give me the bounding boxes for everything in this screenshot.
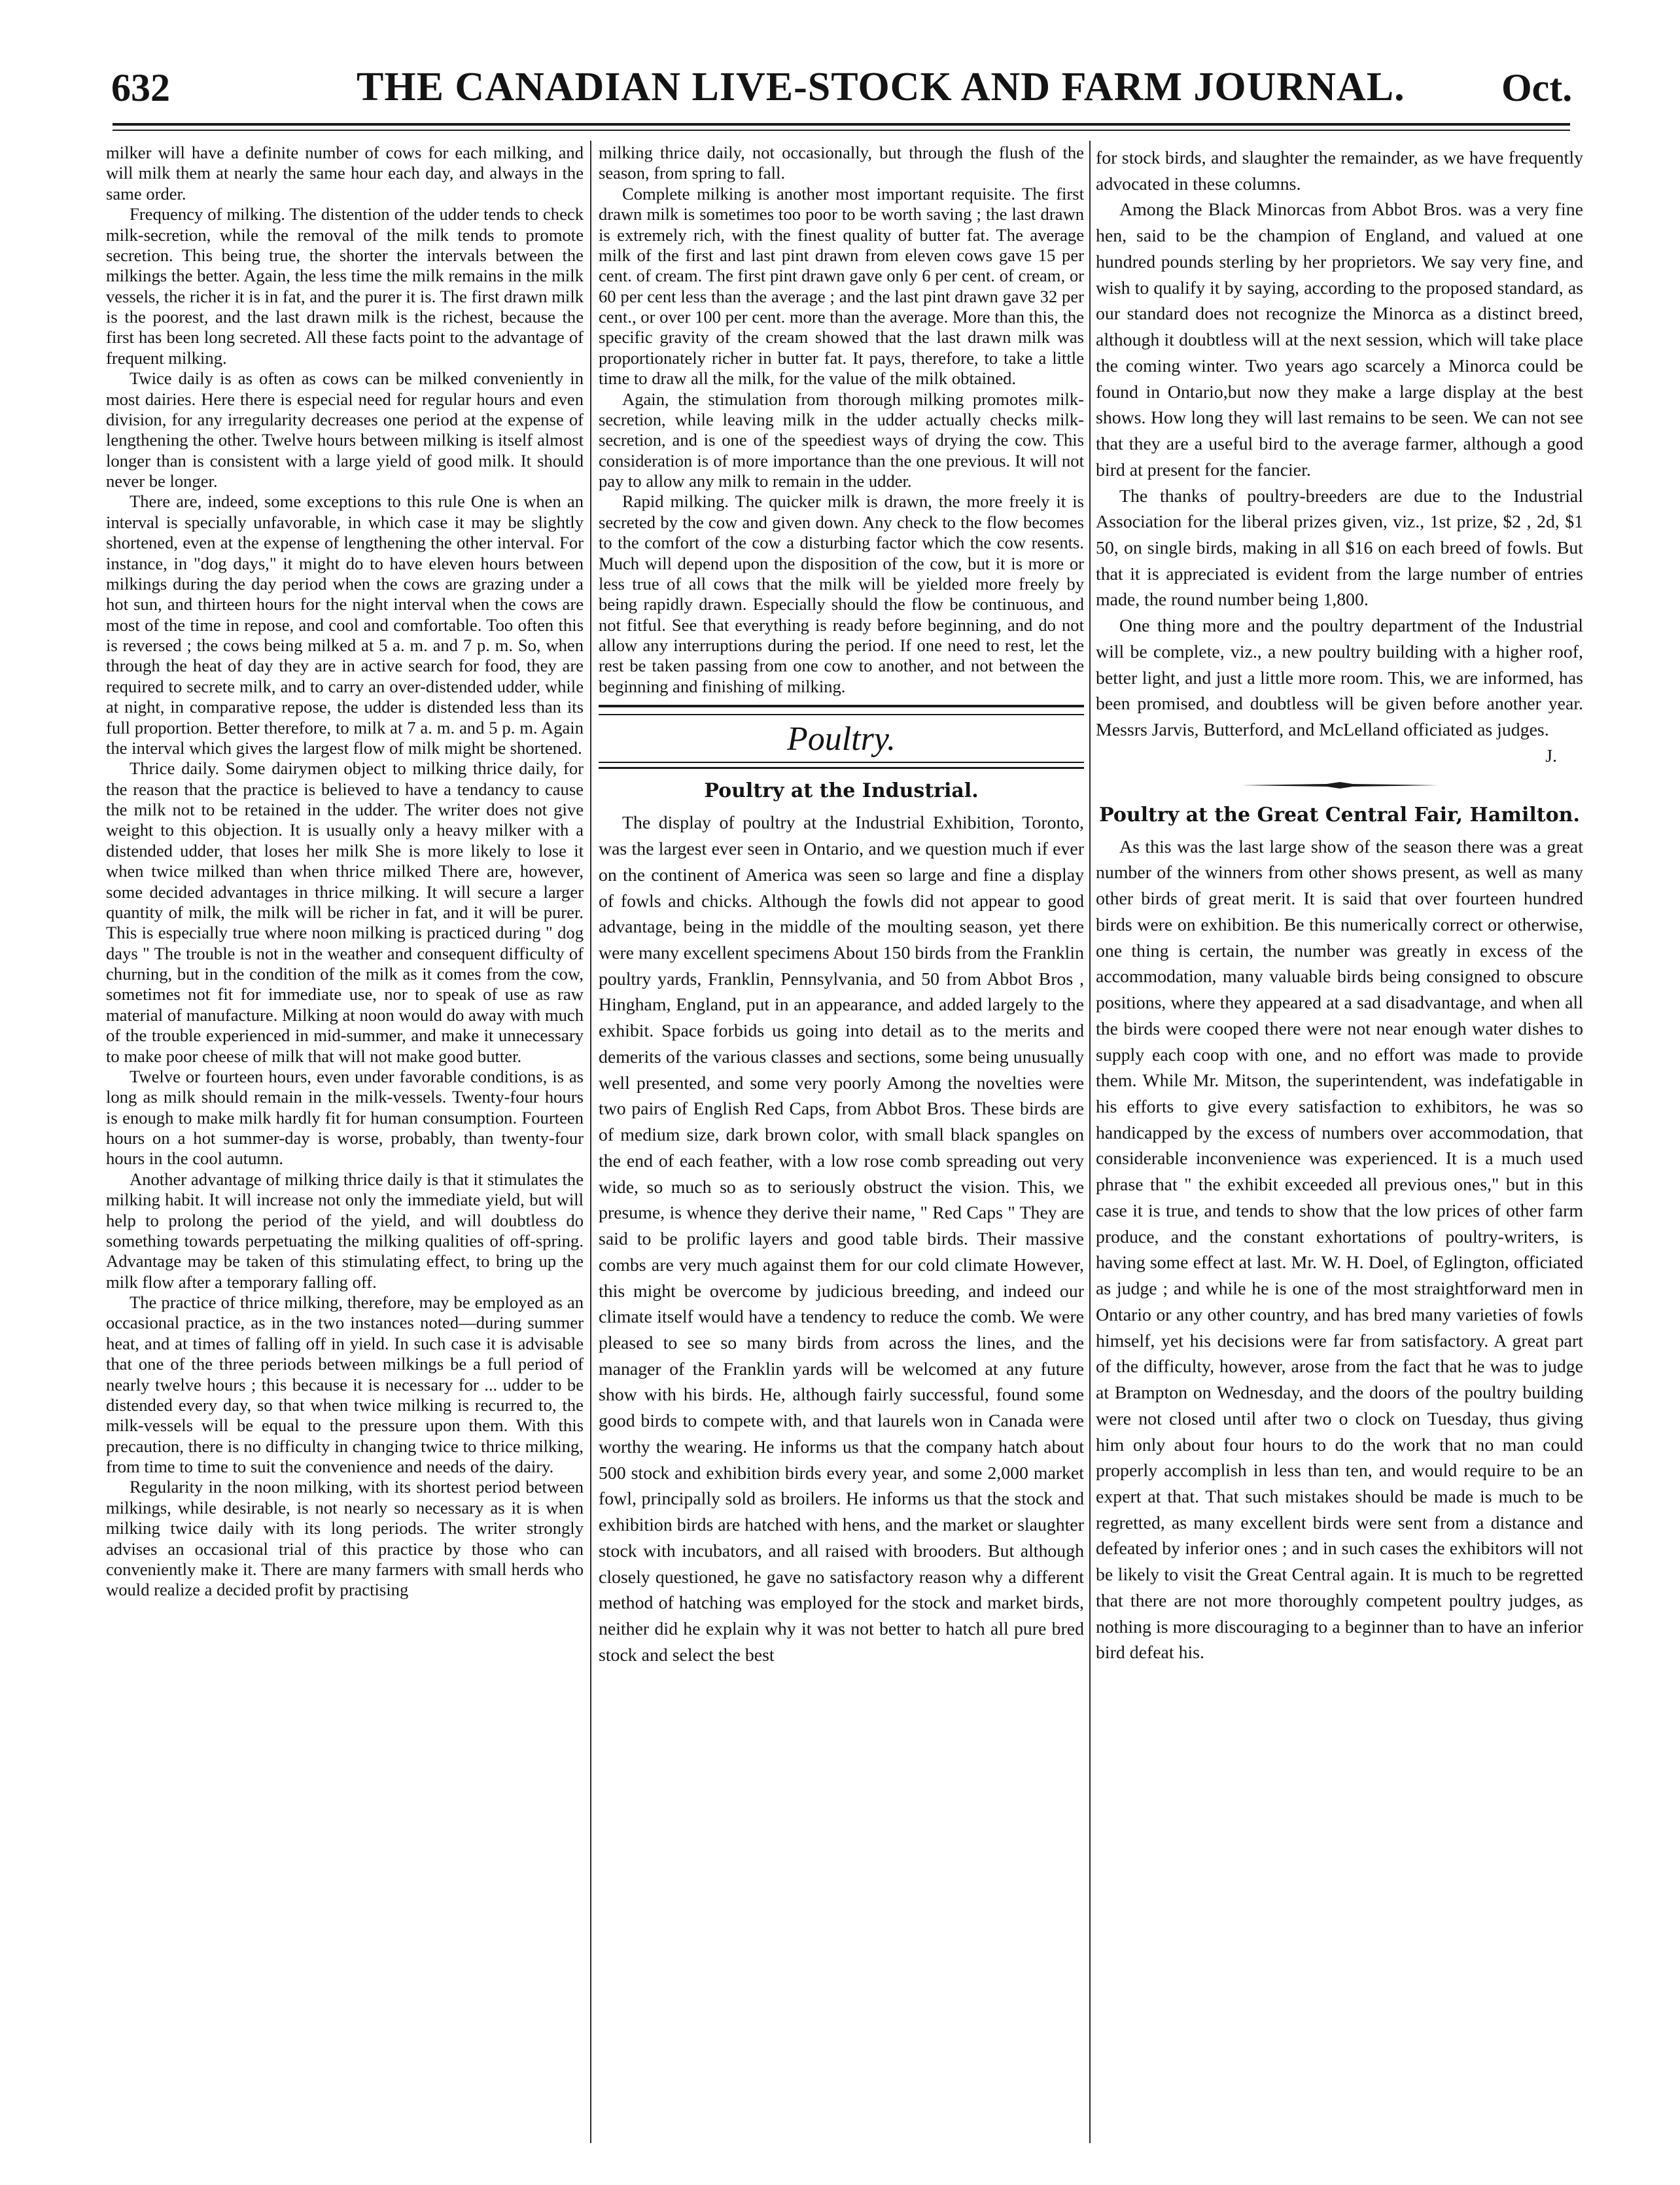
column-divider — [1089, 141, 1091, 2143]
paragraph: Among the Black Minorcas from Abbot Bros. was a very fine hen, said to be the champion of England, and valued at one hundred pounds sterling by her proprietors. We say very fine, and wish to qualify it by saying, according to the proposed standard, as our standard does not recognize the Minorca as a distinct breed, although it doubtless will at the next session, which will take place the coming winter. Two years ago scarcely a Minorca could be found in Ontario,but now they make a large display at the best shows. How long they will last remains to be seen. We can not see that they are a useful bird to the average farmer, although a good bird at present for the fancier. — [1096, 200, 1583, 480]
paragraph: There are, indeed, some exceptions to this rule One is when an interval is specially unfavorable, in which case it may be slightly shortened, even at the expense of lengthening the other interval. For instance, in "dog days," it might do to have eleven hours between milkings during the day period when the cows are grazing under a hot sun, and thirteen hours for the night interval when the cows are most of the time in repose, and cool and comfortable. Too often this is reversed ; the cows being milked at 5 a. m. and 7 p. m. So, when through the heat of day they are in active search for food, they are required to secrete milk, and to carry an over-distended udder, while at night, in comparative repose, the udder is distended less than its full proportion. Better therefore, to milk at 7 a. m. and 5 p. m. Again the interval which gives the largest flow of milk might be shortened. — [106, 491, 584, 758]
paragraph: Twelve or fourteen hours, even under favorable conditions, is as long as milk should remain in the milk-vessels. Twenty-four hours is enough to make milk hardly fit for human consumption. Fourteen hours on a hot summer-day is worse, probably, than twenty-four hours in the cool autumn. — [106, 1066, 584, 1169]
paragraph: Complete milking is another most important requisite. The first drawn milk is sometimes too poor to be worth saving ; the last drawn is extremely rich, with the finest quality of butter fat. The average milk of the first and last pint drawn from eleven cows gave 15 per cent. of cream. The first pint drawn gave only 6 per cent. of cream, or 60 per cent less than the average ; and the last pint drawn gave 32 per cent., or over 100 per cent. more than the average. More than this, the specific gravity of the cream showed that the last drawn milk was proportionately richer in butter fat. It pays, therefore, to take a little time to draw all the milk, for the value of the milk obtained. — [599, 183, 1084, 389]
section-rule — [599, 762, 1084, 769]
paragraph: for stock birds, and slaughter the remainder, as we have frequently advocated in these columns. — [1096, 148, 1583, 194]
divider-ornament — [1096, 780, 1583, 791]
journal-title: THE CANADIAN LIVE-STOCK AND FARM JOURNAL. — [357, 65, 1405, 109]
header-rule-thick — [113, 123, 1570, 126]
paragraph: Another advantage of milking thrice daily is that it stimulates the milking habit. It will increase not only the immediate yield, but will help to prolong the period of the yield, and will doubtless do something towards perpetuating the milking qualities of off-spring. Advantage may be taken of this stimulating effect, to bring up the milk flow after a temporary falling off. — [106, 1169, 584, 1292]
paragraph: Frequency of milking. The distention of the udder tends to check milk-secretion, while the removal of the milk tends to promote secretion. This being true, the shorter the intervals between the milkings the better. Again, the less time the milk remains in the milk vessels, the richer it is in fat, and the purer it is. The first drawn milk is the poorest, and the last drawn milk is the richest, because the first has been long secreted. All these facts point to the advantage of frequent milking. — [106, 204, 584, 368]
column-divider — [590, 141, 591, 2143]
column-1 — [106, 143, 584, 1601]
ornament-rule-icon — [1242, 780, 1438, 791]
paragraph: milker will have a definite number of cows for each milking, and will milk them at nearly the same hour each day, and always in the same order. — [106, 143, 584, 204]
issue-month: Oct. — [1501, 66, 1573, 109]
paragraph: Again, the stimulation from thorough milking promotes milk-secretion, while leaving milk in the udder actually checks milk-secretion, and is one of the speediest ways of drying the cow. This consideration is of more importance than the one previous. It will not pay to allow any milk to remain in the udder. — [599, 389, 1084, 491]
paragraph: The display of poultry at the Industrial Exhibition, Toronto, was the largest ever seen in Ontario, and we question much if ever on the continent of America was seen so large and fine a display of fowls and chicks. Although the fowls did not appear to good advantage, being in the middle of the moulting season, yet there were many excellent specimens About 150 birds from the Franklin poultry yards, Franklin, Pennsylvania, and 50 from Abbot Bros , Hingham, England, put in an appearance, and added largely to the exhibit. Space forbids us going into detail as to the merits and demerits of the various classes and sections, some being unusually well presented, and some very poorly Among the novelties were two pairs of English Red Caps, from Abbot Bros. These birds are of medium size, dark brown color, with small black spangles on the end of each feather, with a low rose comb spreading out very wide, so much so as to seriously obstruct the vision. This, we presume, is whence they derive their name, " Red Caps " They are said to be prolific layers and good table birds. Their massive combs are very much against them for our cold climate However, this might be overcome by judicious breeding, and indeed our climate itself would have a tendency to reduce the comb. We were pleased to see so many birds from across the lines, and the manager of the Franklin yards will be welcomed at any future show with his birds. He, although fairly successful, found some good birds to compete with, and that laurels won in Canada were worthy the wearing. He informs us that the company hatch about 500 stock and exhibition birds every year, and some 2,000 market fowl, principally sold as broilers. He informs us that the stock and exhibition birds are hatched with hens, and the market or slaughter stock with incubators, and all raised with brooders. But although closely questioned, he gave no satisfactory reason why a different method of hatching was employed for the stock and market birds, neither did he explain why it was not better to hatch all pure bred stock and select the best — [599, 813, 1084, 1665]
paragraph: milking thrice daily, not occasionally, but through the flush of the season, from spring to fall. — [599, 143, 1084, 183]
column-3 — [1096, 145, 1583, 1666]
article-heading: Poultry at the Industrial. — [704, 779, 979, 803]
paragraph: Regularity in the noon milking, with its shortest period between milkings, while desirable, is not nearly so necessary as it is when milking twice daily with its long periods. The writer strongly advises an occasional trial of this practice by those who can conveniently make it. There are many farmers with small herds who would realize a decided profit by practising — [106, 1477, 584, 1600]
header-rule-thin — [113, 130, 1570, 131]
paragraph: As this was the last large show of the season there was a great number of the winners from other shows present, as well as many other birds of great merit. It is said that over fourteen hundred birds were on exhibition. Be this numerically correct or otherwise, one thing is certain, the number was greatly in excess of the accommodation, many valuable birds being consigned to obscure positions, where they appeared at a sad disadvantage, and when all the birds were cooped there were not near enough water dishes to supply each coop with one, and no effort was made to provide them. While Mr. Mitson, the superintendent, was indefatigable in his efforts to give every satisfaction to exhibitors, he was so handicapped by the excess of numbers over accommodation, that considerable inconvenience was experienced. It is a much used phrase that " the exhibit exceeded all previous ones," but in this case it is true, and tends to show that the low prices of other farm produce, and the constant exhortations of poultry-writers, is having some effect at last. Mr. W. H. Doel, of Eglington, officiated as judge ; and while he is one of the most straightforward men in Ontario or any other country, and has bred many varieties of fowls himself, yet his decisions were far from satisfactory. A great part of the difficulty, however, arose from the fact that he was to judge at Brampton on Wednesday, and the doors of the poultry building were not closed until after two o clock on Tuesday, thus giving him only about four hours to do the work that no man could properly accomplish in less than ten, and would require to be an expert at that. That such mistakes should be made is much to be regretted, as many excellent birds were sent from a distance and defeated by inferior ones ; and in such cases the exhibitors will not be likely to visit the Great Central again. It is much to be regretted that there are not more thoroughly competent poultry judges, as nothing is more discouraging to a beginner than to have an inferior bird defeat his. — [1096, 836, 1583, 1663]
page-number: 632 — [111, 66, 170, 109]
paragraph: Rapid milking. The quicker milk is drawn, the more freely it is secreted by the cow and given down. Any check to the flow becomes to the comfort of the cow a disturbing factor which the cow resents. Much will depend upon the disposition of the cow, but it is more or less true of all cows that the milk will be yielded more freely by being rapidly drawn. Especially should the flow be continuous, and not fitful. See that everything is ready before beginning, and do not allow any interruptions during the period. If one need to rest, let the rest be taken passing from one cow to another, and not between the beginning and finishing of milking. — [599, 491, 1084, 696]
section-rule — [599, 705, 1084, 715]
paragraph: Thrice daily. Some dairymen object to milking thrice daily, for the reason that the practice is believed to have a tendancy to cause the milk not to be retained in the udder. The writer does not give weight to this objection. It is usually only a heavy milker with a distended udder, that loses her milk She is more likely to lose it when twice milked than when thrice milked There are, however, some decided advantages in thrice milking. It will secure a larger quantity of milk, the milk will be richer in fat, and it will be purer. This is especially true where noon milking is practiced during " dog days " The trouble is not in the weather and consequent difficulty of churning, but in the condition of the milk as it comes from the cow, sometimes not fit for immediate use, nor to speak of use as raw material of manufacture. Milking at noon would do away with much of the trouble experienced in mid-summer, and make it unnecessary to make poor cheese of milk that will not make good butter. — [106, 758, 584, 1066]
section-title: Poultry. — [786, 720, 896, 758]
paragraph: One thing more and the poultry department of the Industrial will be complete, viz., a new poultry building with a higher roof, better light, and just a little more room. This, we are informed, has been promised, and doubtless will be given before another year. Messrs Jarvis, Butterford, and McLelland officiated as judges. — [1096, 616, 1583, 741]
column-2 — [599, 143, 1084, 1669]
paragraph: Twice daily is as often as cows can be milked conveniently in most dairies. Here there is especial need for regular hours and even division, for any irregularity decreases one period at the expense of lengthening the other. Twelve hours between milking is itself almost longer than is consistent with a large yield of good milk. It should never be longer. — [106, 368, 584, 491]
paragraph: The practice of thrice milking, therefore, may be employed as an occasional practice, as in the two instances noted—during summer heat, and at times of falling off in yield. In such case it is advisable that one of the three periods between milkings be a full period of nearly twelve hours ; this because it is necessary for ... udder to be distended every day, so that when twice milking is recurred to, the milk-vessels will be equal to the pressure upon them. With this precaution, there is no difficulty in changing twice to thrice milking, from time to time to suit the convenience and needs of the dairy. — [106, 1292, 584, 1476]
article-heading: Poultry at the Great Central Fair, Hamilton. — [1099, 803, 1580, 826]
author-initial: J. — [1545, 745, 1557, 766]
paragraph: The thanks of poultry-breeders are due to the Industrial Association for the liberal prizes given, viz., 1st prize, $2 , 2d, $1 50, on single birds, making in all $16 on each breed of fowls. But that it is appreciated is evident from the large number of entries made, the round number being 1,800. — [1096, 486, 1583, 611]
